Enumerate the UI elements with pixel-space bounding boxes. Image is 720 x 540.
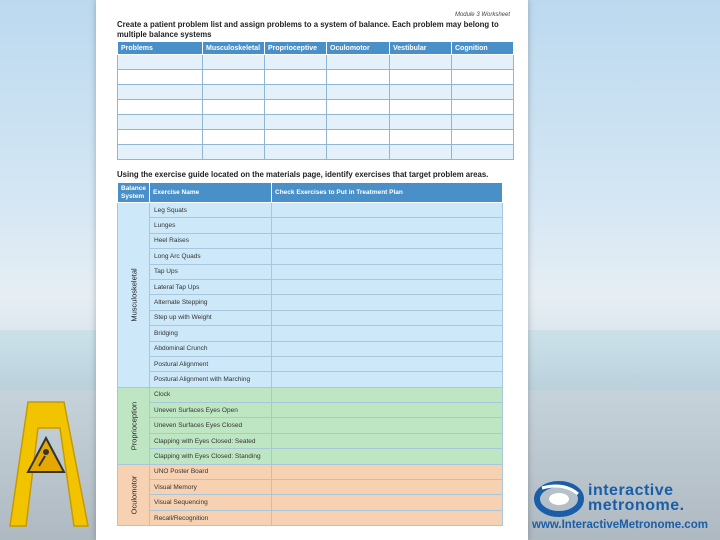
exercise-name: Lateral Tap Ups xyxy=(150,279,272,294)
exercise-row xyxy=(118,387,503,402)
metronome-swirl-icon xyxy=(534,480,584,518)
problem-cell[interactable] xyxy=(118,100,203,115)
exercise-row xyxy=(118,218,503,233)
exercise-check-cell[interactable] xyxy=(272,203,503,218)
problem-row xyxy=(118,115,514,130)
problem-cell[interactable] xyxy=(203,115,265,130)
balance-system-cell xyxy=(118,203,150,388)
instruction-exercises: Using the exercise guide located on the materials page, identify exercises that target problem areas. xyxy=(117,170,489,179)
exercise-check-cell[interactable] xyxy=(272,403,503,418)
exercise-row xyxy=(118,449,503,464)
problem-cell[interactable] xyxy=(327,85,390,100)
header-vestibular: Vestibular xyxy=(390,42,452,55)
problem-cell[interactable] xyxy=(265,85,327,100)
problem-cell[interactable] xyxy=(327,70,390,85)
problem-cell[interactable] xyxy=(265,70,327,85)
exercise-row xyxy=(118,279,503,294)
exercise-name: Uneven Surfaces Eyes Closed xyxy=(150,418,272,433)
problem-row xyxy=(118,100,514,115)
problem-cell[interactable] xyxy=(452,100,514,115)
exercise-check-cell[interactable] xyxy=(272,372,503,387)
header-cognition: Cognition xyxy=(452,42,514,55)
header-balance-system: Balance System xyxy=(118,183,150,203)
problem-cell[interactable] xyxy=(203,130,265,145)
problem-cell[interactable] xyxy=(118,130,203,145)
exercise-table-header xyxy=(118,183,503,203)
instruction-problem-list: Create a patient problem list and assign problems to a system of balance. Each problem may belong to multiple balance systems xyxy=(117,20,499,39)
problem-table xyxy=(117,41,514,160)
problem-cell[interactable] xyxy=(390,145,452,160)
problem-cell[interactable] xyxy=(327,100,390,115)
exercise-row xyxy=(118,264,503,279)
balance-system-label: Proprioception xyxy=(129,401,138,450)
problem-cell[interactable] xyxy=(265,130,327,145)
problem-row xyxy=(118,145,514,160)
problem-cell[interactable] xyxy=(390,115,452,130)
exercise-name: Long Arc Quads xyxy=(150,249,272,264)
exercise-row xyxy=(118,480,503,495)
exercise-table xyxy=(117,182,503,526)
problem-cell[interactable] xyxy=(203,85,265,100)
exercise-check-cell[interactable] xyxy=(272,418,503,433)
exercise-name: Bridging xyxy=(150,326,272,341)
exercise-table-body xyxy=(118,203,503,526)
logo-line-2: metronome. xyxy=(588,497,685,514)
exercise-name: Uneven Surfaces Eyes Open xyxy=(150,403,272,418)
exercise-row xyxy=(118,203,503,218)
problem-cell[interactable] xyxy=(390,130,452,145)
exercise-check-cell[interactable] xyxy=(272,233,503,248)
exercise-check-cell[interactable] xyxy=(272,218,503,233)
exercise-check-cell[interactable] xyxy=(272,326,503,341)
header-problems: Problems xyxy=(118,42,203,55)
problem-cell[interactable] xyxy=(327,115,390,130)
exercise-row xyxy=(118,510,503,525)
problem-cell[interactable] xyxy=(452,85,514,100)
exercise-row xyxy=(118,326,503,341)
exercise-name: Postural Alignment xyxy=(150,356,272,371)
problem-row xyxy=(118,70,514,85)
exercise-name: Alternate Stepping xyxy=(150,295,272,310)
problem-cell[interactable] xyxy=(265,100,327,115)
exercise-check-cell[interactable] xyxy=(272,510,503,525)
header-exercise-name: Exercise Name xyxy=(150,183,272,203)
exercise-row xyxy=(118,418,503,433)
exercise-check-cell[interactable] xyxy=(272,480,503,495)
exercise-check-cell[interactable] xyxy=(272,249,503,264)
exercise-check-cell[interactable] xyxy=(272,464,503,479)
problem-cell[interactable] xyxy=(203,55,265,70)
problem-cell[interactable] xyxy=(203,70,265,85)
problem-cell[interactable] xyxy=(118,55,203,70)
problem-cell[interactable] xyxy=(452,55,514,70)
exercise-check-cell[interactable] xyxy=(272,433,503,448)
exercise-name: Lunges xyxy=(150,218,272,233)
problem-cell[interactable] xyxy=(203,145,265,160)
problem-cell[interactable] xyxy=(452,130,514,145)
exercise-row xyxy=(118,295,503,310)
problem-cell[interactable] xyxy=(265,145,327,160)
problem-cell[interactable] xyxy=(390,100,452,115)
problem-cell[interactable] xyxy=(118,145,203,160)
exercise-row xyxy=(118,356,503,371)
exercise-check-cell[interactable] xyxy=(272,356,503,371)
problem-cell[interactable] xyxy=(390,85,452,100)
exercise-name: Leg Squats xyxy=(150,203,272,218)
exercise-check-cell[interactable] xyxy=(272,495,503,510)
header-check-exercises: Check Exercises to Put in Treatment Plan xyxy=(272,183,503,203)
problem-cell[interactable] xyxy=(327,145,390,160)
problem-cell[interactable] xyxy=(118,115,203,130)
problem-cell[interactable] xyxy=(118,85,203,100)
balance-system-cell xyxy=(118,387,150,464)
problem-cell[interactable] xyxy=(390,70,452,85)
problem-cell[interactable] xyxy=(452,115,514,130)
exercise-name: UNO Poster Board xyxy=(150,464,272,479)
exercise-row xyxy=(118,433,503,448)
exercise-check-cell[interactable] xyxy=(272,341,503,356)
balance-system-cell xyxy=(118,464,150,526)
exercise-name: Abdominal Crunch xyxy=(150,341,272,356)
exercise-row xyxy=(118,495,503,510)
exercise-name: Clapping with Eyes Closed: Seated xyxy=(150,433,272,448)
exercise-check-cell[interactable] xyxy=(272,387,503,402)
problem-cell[interactable] xyxy=(327,130,390,145)
exercise-name: Step up with Weight xyxy=(150,310,272,325)
problem-row xyxy=(118,55,514,70)
exercise-name: Clock xyxy=(150,387,272,402)
exercise-check-cell[interactable] xyxy=(272,310,503,325)
problem-cell[interactable] xyxy=(265,55,327,70)
exercise-name: Clapping with Eyes Closed: Standing xyxy=(150,449,272,464)
exercise-row xyxy=(118,403,503,418)
worksheet-page xyxy=(96,0,528,540)
problem-cell[interactable] xyxy=(327,55,390,70)
exercise-row xyxy=(118,233,503,248)
problem-cell[interactable] xyxy=(452,145,514,160)
problem-table-header xyxy=(118,42,514,55)
problem-table-body xyxy=(118,55,514,160)
problem-cell[interactable] xyxy=(203,100,265,115)
exercise-name: Tap Ups xyxy=(150,264,272,279)
balance-system-label: Musculoskeletal xyxy=(129,268,138,322)
exercise-check-cell[interactable] xyxy=(272,264,503,279)
header-musculoskeletal: Musculoskeletal xyxy=(203,42,265,55)
website-url: www.InteractiveMetronome.com xyxy=(532,519,708,531)
exercise-row xyxy=(118,372,503,387)
exercise-name: Recall/Recognition xyxy=(150,510,272,525)
exercise-name: Visual Sequencing xyxy=(150,495,272,510)
problem-cell[interactable] xyxy=(118,70,203,85)
problem-cell[interactable] xyxy=(452,70,514,85)
exercise-check-cell[interactable] xyxy=(272,449,503,464)
logo-line-1: interactive xyxy=(588,482,674,499)
exercise-check-cell[interactable] xyxy=(272,279,503,294)
balance-system-label: Oculomotor xyxy=(129,475,138,515)
header-proprioceptive: Proprioceptive xyxy=(265,42,327,55)
exercise-row xyxy=(118,341,503,356)
exercise-row xyxy=(118,310,503,325)
background-railing-left xyxy=(0,330,96,390)
exercise-row xyxy=(118,464,503,479)
exercise-name: Postural Alignment with Marching xyxy=(150,372,272,387)
problem-cell[interactable] xyxy=(265,115,327,130)
problem-row xyxy=(118,85,514,100)
exercise-name: Heel Raises xyxy=(150,233,272,248)
module-label: Module 3 Worksheet xyxy=(454,12,510,18)
problem-row xyxy=(118,130,514,145)
exercise-name: Visual Memory xyxy=(150,480,272,495)
exercise-row xyxy=(118,249,503,264)
header-oculomotor: Oculomotor xyxy=(327,42,390,55)
exercise-check-cell[interactable] xyxy=(272,295,503,310)
background-railing-right xyxy=(528,330,720,390)
problem-cell[interactable] xyxy=(390,55,452,70)
